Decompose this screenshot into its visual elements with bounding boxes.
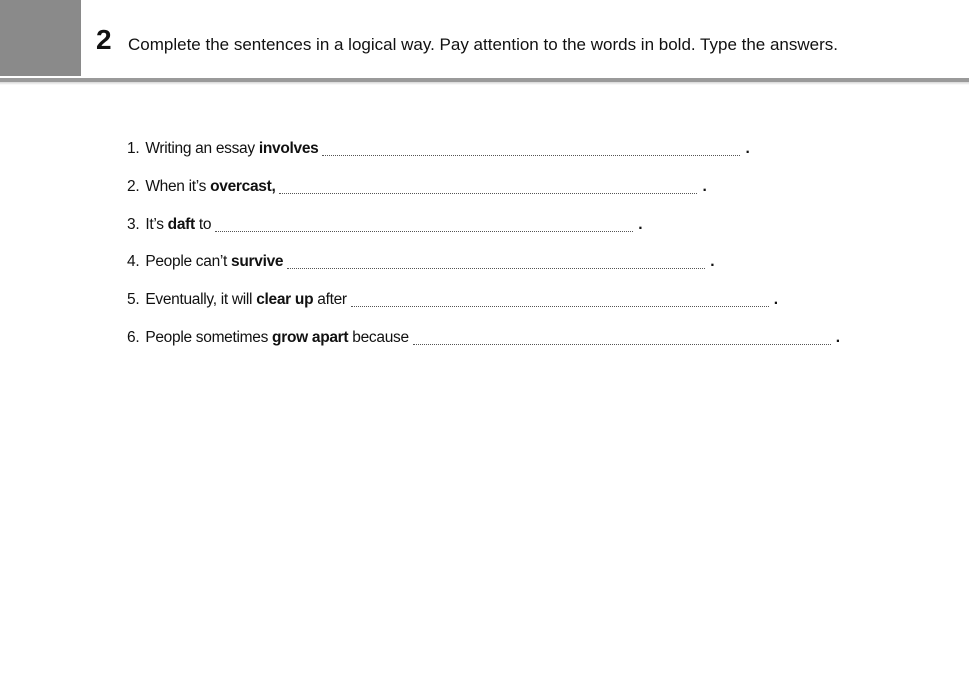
sentence-end-period: . xyxy=(710,253,715,270)
sentence-end-period: . xyxy=(638,216,643,233)
item-number: 5. xyxy=(127,291,140,308)
header-corner-block xyxy=(0,0,81,76)
sentence-end-period: . xyxy=(835,329,840,346)
sentence-text-before: People can’t xyxy=(145,253,232,270)
item-number: 2. xyxy=(127,178,140,195)
sentence-text-before: People sometimes xyxy=(145,329,273,346)
answer-input-2[interactable] xyxy=(279,181,697,194)
sentence-end-period: . xyxy=(745,140,750,157)
sentence-keyword: daft xyxy=(167,216,195,233)
sentence-text-before: Eventually, it will xyxy=(145,291,257,308)
sentence-text-after: because xyxy=(348,329,409,346)
answer-input-6[interactable] xyxy=(413,332,831,345)
item-number: 1. xyxy=(127,140,140,157)
sentence-item-6 xyxy=(127,329,840,351)
header-divider-shadow xyxy=(0,82,969,85)
sentence-keyword: overcast, xyxy=(210,178,276,195)
sentence-keyword: clear up xyxy=(256,291,314,308)
item-number: 6. xyxy=(127,329,140,346)
answer-input-1[interactable] xyxy=(322,143,740,156)
sentence-item-2 xyxy=(127,178,707,200)
answer-input-5[interactable] xyxy=(351,294,769,307)
sentence-item-3 xyxy=(127,216,642,238)
sentence-keyword: involves xyxy=(258,140,319,157)
sentence-item-5 xyxy=(127,291,778,313)
exercise-number: 2 xyxy=(96,24,112,55)
sentence-end-period: . xyxy=(773,291,778,308)
sentence-text-before: When it’s xyxy=(145,178,211,195)
sentence-keyword: grow apart xyxy=(272,329,349,346)
exercise-instruction: Complete the sentences in a logical way. Pay attention to the words in bold. Type the answers. xyxy=(128,35,838,54)
sentence-text-before: It’s xyxy=(145,216,168,233)
sentence-text-after: to xyxy=(194,216,212,233)
sentence-item-1 xyxy=(127,140,749,162)
exercise-header xyxy=(0,0,969,80)
sentence-item-4 xyxy=(127,253,714,275)
answer-input-4[interactable] xyxy=(287,256,705,269)
sentence-text-after: after xyxy=(313,291,347,308)
item-number: 3. xyxy=(127,216,140,233)
item-number: 4. xyxy=(127,253,140,270)
sentence-text-before: Writing an essay xyxy=(145,140,259,157)
sentence-end-period: . xyxy=(702,178,707,195)
sentence-keyword: survive xyxy=(231,253,284,270)
answer-input-3[interactable] xyxy=(215,219,633,232)
